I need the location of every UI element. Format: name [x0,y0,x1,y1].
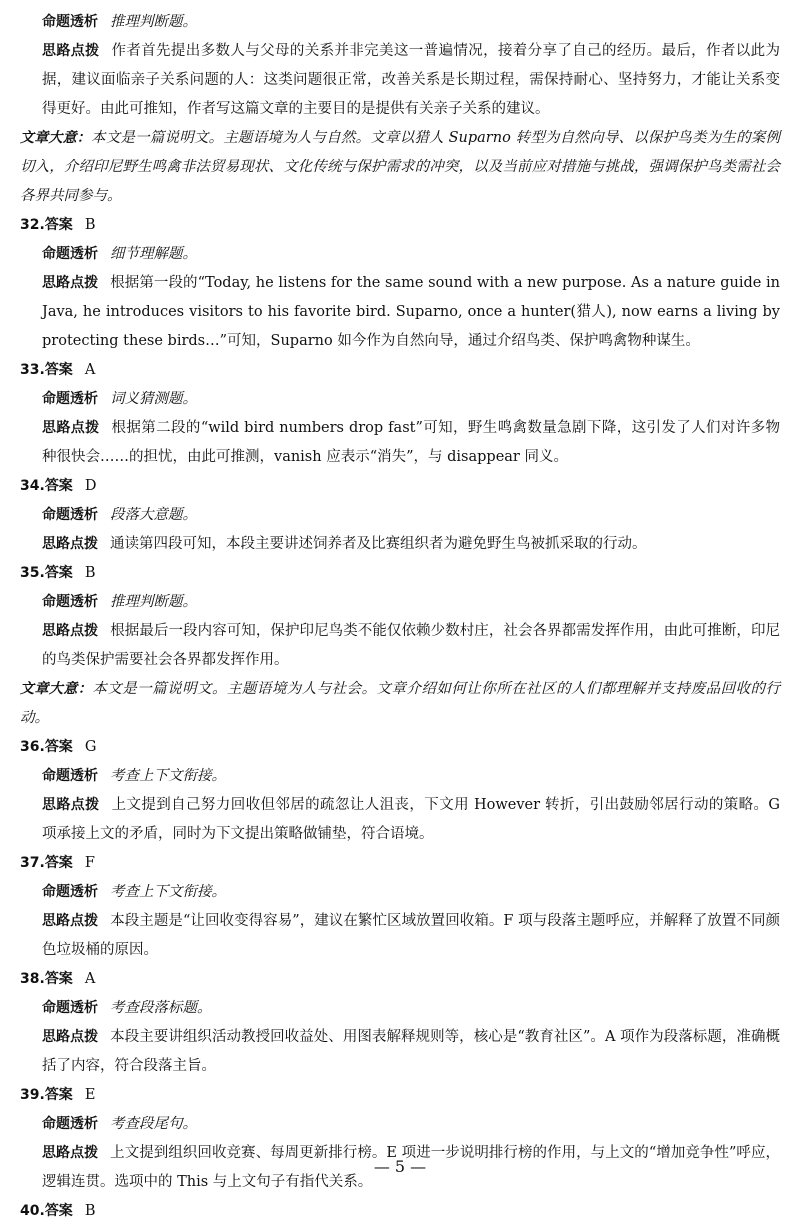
answer-letter: A [84,971,96,987]
analysis-line [20,501,780,530]
question-number: 32. [20,217,45,233]
answer-line [20,472,780,501]
answer-line [20,1081,780,1110]
analysis-text: 考查上下文衔接。 [110,884,226,900]
summary-text: 本文是一篇说明文。主题语境为人与自然。文章以猎人 Suparno 转型为自然向导、以保护鸟类为生的案例切入，介绍印尼野生鸣禽非法贸易现状、文化传统与保护需求的冲突，以及当前应对措施与挑战，强调保护鸟类需社会各界共同参与。 [20,130,780,204]
hint-label: 思路点拨 [42,1145,99,1161]
answer-letter: D [84,478,97,494]
analysis-line [20,385,780,414]
question-number: 39. [20,1087,45,1103]
answer-label: 答案 [44,855,73,871]
analysis-label: 命题透析 [42,884,98,900]
hint-text: 根据最后一段内容可知，保护印尼鸟类不能仅依赖少数村庄，社会各界都需发挥作用，由此可推断，印尼的鸟类保护需要社会各界都发挥作用。 [42,623,781,668]
answer-line [20,356,780,385]
answer-content [20,8,780,1226]
hint-text: 本段主题是“让回收变得容易”，建议在繁忙区域放置回收箱。F 项与段落主题呼应，并解释了放置不同颜色垃圾桶的原因。 [42,913,780,958]
hint-paragraph [20,414,780,472]
answer-letter: A [84,362,96,378]
article-summary [20,675,780,733]
answer-label: 答案 [44,217,73,233]
question-number: 36. [20,739,45,755]
question-number: 37. [20,855,45,871]
answer-line [20,1197,780,1226]
answer-letter: B [84,217,96,233]
analysis-text: 细节理解题。 [110,246,197,262]
answer-letter: G [84,739,97,755]
question-number: 38. [20,971,45,987]
hint-label: 思路点拨 [42,797,100,813]
hint-text: 作者首先提出多数人与父母的关系并非完美这一普遍情况，接着分享了自己的经历。最后，作者以此为据，建议面临亲子关系问题的人：这类问题很正常，改善关系是长期过程，需保持耐心、坚持努力，才能让关系变得更好。由此可推知，作者写这篇文章的主要目的是提供有关亲子关系的建议。 [42,43,781,117]
analysis-label: 命题透析 [42,246,98,262]
answer-letter: F [84,855,95,871]
summary-text: 本文是一篇说明文。主题语境为人与社会。文章介绍如何让你所在社区的人们都理解并支持废品回收的行动。 [20,681,781,726]
answer-line [20,849,780,878]
hint-label: 思路点拨 [42,275,99,291]
summary-label: 文章大意： [20,130,91,146]
answer-line [20,965,780,994]
analysis-label: 命题透析 [42,768,98,784]
analysis-label: 命题透析 [42,594,98,610]
answer-label: 答案 [44,565,73,581]
analysis-label: 命题透析 [42,507,98,523]
analysis-label: 命题透析 [42,14,98,30]
answer-line [20,733,780,762]
analysis-text: 考查上下文衔接。 [110,768,226,784]
question-number: 34. [20,478,45,494]
analysis-line [20,878,780,907]
hint-label: 思路点拨 [42,1029,99,1045]
hint-label: 思路点拨 [42,536,98,552]
hint-paragraph [20,530,780,559]
analysis-line [20,588,780,617]
answer-letter: B [84,565,96,581]
answer-line [20,211,780,240]
hint-text: 根据第二段的“wild bird numbers drop fast”可知，野生鸣禽数量急剧下降，这引发了人们对许多物种很快会……的担忧，由此可推测，vanish 应表示“消失”，与 disappear 同义。 [42,420,781,465]
hint-label: 思路点拨 [42,420,100,436]
article-summary [20,124,780,211]
analysis-line [20,240,780,269]
analysis-text: 段落大意题。 [110,507,197,523]
answer-letter: E [84,1087,96,1103]
hint-text: 通读第四段可知，本段主要讲述饲养者及比赛组织者为避免野生鸟被抓采取的行动。 [110,536,647,552]
question-number: 35. [20,565,45,581]
analysis-text: 考查段落标题。 [110,1000,212,1016]
answer-label: 答案 [44,1203,73,1219]
hint-label: 思路点拨 [42,43,100,59]
answer-letter: B [84,1203,96,1219]
answer-label: 答案 [44,971,73,987]
analysis-label: 命题透析 [42,1116,98,1132]
analysis-line [20,8,780,37]
analysis-text: 推理判断题。 [110,594,197,610]
hint-paragraph [20,617,780,675]
answer-label: 答案 [44,478,73,494]
hint-paragraph [20,37,780,124]
answer-label: 答案 [44,362,73,378]
summary-label: 文章大意： [20,681,93,697]
answer-label: 答案 [44,1087,73,1103]
analysis-label: 命题透析 [42,391,98,407]
analysis-line [20,762,780,791]
hint-label: 思路点拨 [42,913,99,929]
page-number: — 5 — [373,1157,427,1176]
analysis-line [20,1110,780,1139]
hint-text: 上文提到自己努力回收但邻居的疏忽让人沮丧，下文用 However 转折，引出鼓励邻居行动的策略。G 项承接上文的矛盾，同时为下文提出策略做铺垫，符合语境。 [42,797,781,842]
hint-text: 根据第一段的“Today, he listens for the same sound with a new purpose. As a nature guide in Java, he introduces visitors to his favorite bird. Suparno, once a hunter(猎人), now earns a living by protecting these birds…”可知，Suparno 如今作为自然向导，通过介绍鸟类、保护鸣禽物种谋生。 [42,275,780,349]
analysis-line [20,994,780,1023]
answer-label: 答案 [44,739,73,755]
hint-paragraph [20,791,780,849]
hint-paragraph [20,1023,780,1081]
question-number: 33. [20,362,45,378]
hint-label: 思路点拨 [42,623,99,639]
hint-paragraph [20,907,780,965]
analysis-text: 推理判断题。 [110,14,197,30]
question-number: 40. [20,1203,45,1219]
hint-paragraph [20,269,780,356]
answer-line [20,559,780,588]
analysis-label: 命题透析 [42,1000,98,1016]
analysis-text: 词义猜测题。 [110,391,197,407]
hint-text: 本段主要讲组织活动教授回收益处、用图表解释规则等，核心是“教育社区”。A 项作为段落标题，准确概括了内容，符合段落主旨。 [42,1029,781,1074]
hint-text: 上文提到组织回收竞赛、每周更新排行榜。E 项进一步说明排行榜的作用，与上文的“增加竞争性”呼应，逻辑连贯。选项中的 This 与上文句子有指代关系。 [42,1145,781,1190]
analysis-text: 考查段尾句。 [110,1116,197,1132]
